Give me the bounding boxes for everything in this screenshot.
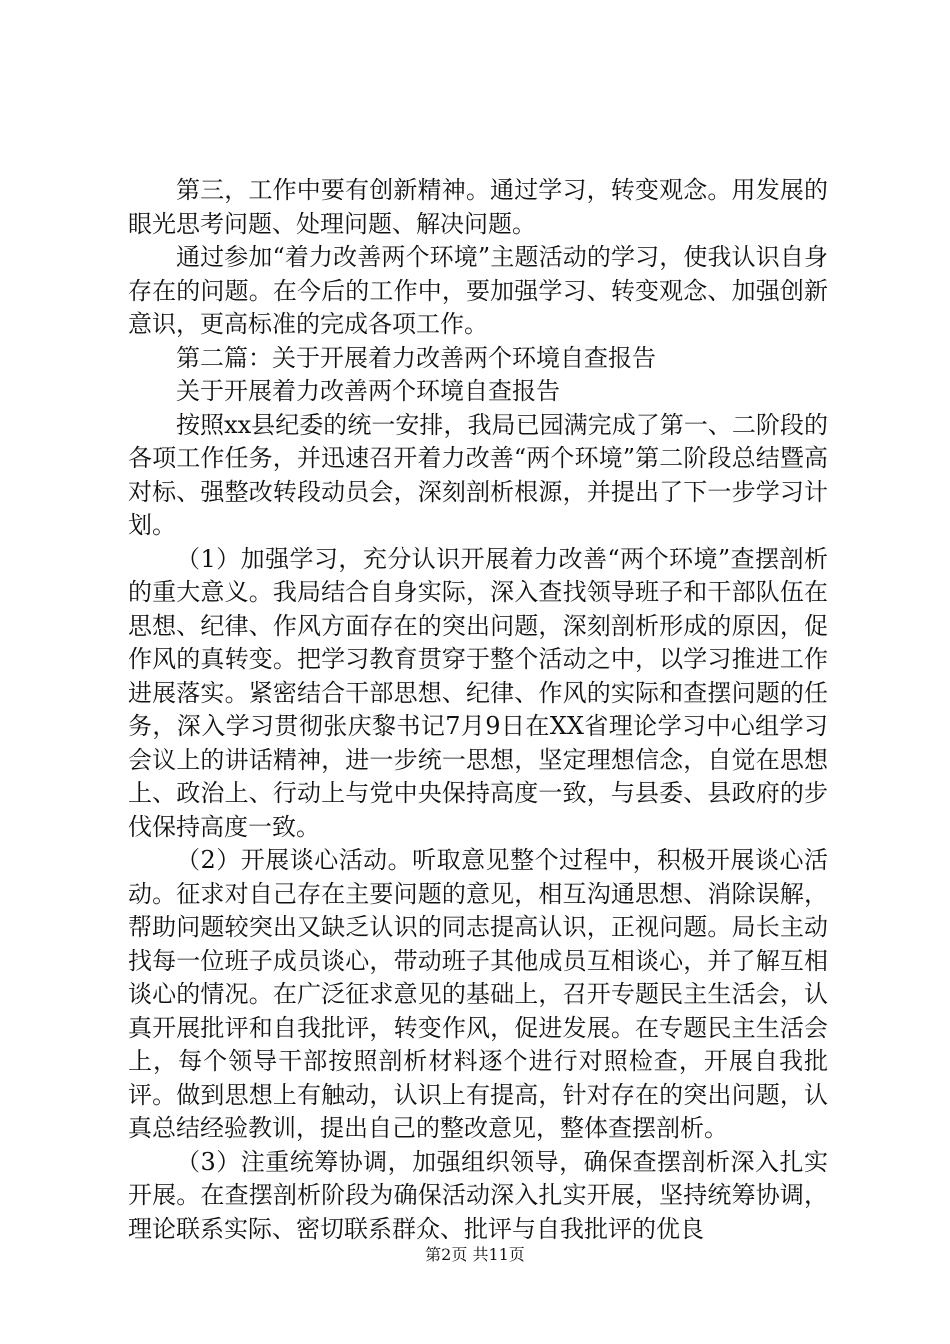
page-footer: 第2页 共11页 <box>425 1245 525 1264</box>
paragraph-item-3: （3）注重统筹协调，加强组织领导，确保查摆剖析深入扎实开展。在查摆剖析阶段为确保活动深入扎实开展，坚持统筹协调，理论联系实际、密切联系群众、批评与自我批评的优良 <box>128 1147 828 1243</box>
report-title: 关于开展着力改善两个环境自查报告 <box>176 377 560 405</box>
paragraph-conclusion: 通过参加“着力改善两个环境”主题活动的学习，使我认识自身存在的问题。在今后的工作中，要加强学习、转变观念、加强创新意识，更高标准的完成各项工作。 <box>128 243 828 338</box>
document-body <box>128 174 828 1246</box>
paragraph-intro: 按照xx县纪委的统一安排，我局已园满完成了第一、二阶段的各项工作任务，并迅速召开着力改善“两个环境”第二阶段总结暨高对标、强整改转段动员会，深刻剖析根源，并提出了下一步学习计划。 <box>128 410 828 539</box>
section-heading: 第二篇：关于开展着力改善两个环境自查报告 <box>176 343 656 372</box>
paragraph-item-1: （1）加强学习，充分认识开展着力改善“两个环境”查摆剖析的重大意义。我局结合自身实际，深入查找领导班子和干部队伍在思想、纪律、作风方面存在的突出问题，深刻剖析形成的原因，促作风的真转变。把学习教育贯穿于整个活动之中，以学习推进工作进展落实。紧密结合干部思想、纪律、作风的实际和查摆问题的任务，深入学习贯彻张庆黎书记7月9日在XX省理论学习中心组学习会议上的讲话精神，进一步统一思想，坚定理想信念，自觉在思想上、政治上、行动上与党中央保持高度一致，与县委、县政府的步伐保持高度一致。 <box>128 544 828 841</box>
paragraph-innovation: 第三，工作中要有创新精神。通过学习，转变观念。用发展的眼光思考问题、处理问题、解决问题。 <box>128 176 828 238</box>
paragraph-item-2: （2）开展谈心活动。听取意见整个过程中，积极开展谈心活动。征求对自己存在主要问题的意见，相互沟通思想、消除误解，帮助问题较突出又缺乏认识的同志提高认识，正视问题。局长主动找每一位班子成员谈心，带动班子其他成员互相谈心，并了解互相谈心的情况。在广泛征求意见的基础上，召开专题民主生活会，认真开展批评和自我批评，转变作风，促进发展。在专题民主生活会上，每个领导干部按照剖析材料逐个进行对照检查，开展自我批评。做到思想上有触动，认识上有提高，针对存在的突出问题，认真总结经验教训，提出自己的整改意见，整体查摆剖析。 <box>128 846 828 1142</box>
